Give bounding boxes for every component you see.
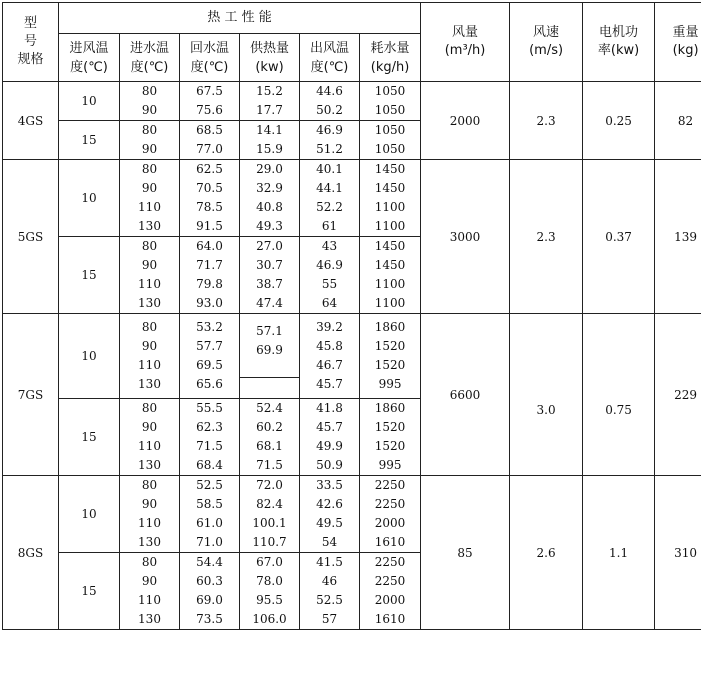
heat-output-cell-value: 52.4 (256, 401, 283, 415)
water-return-cell-value: 71.0 (196, 535, 223, 549)
water-use-cell-value: 1100 (374, 296, 406, 310)
power-cell: 0.37 (583, 160, 655, 314)
water-in-cell (120, 237, 180, 314)
water-use-cell-value: 1050 (374, 103, 406, 117)
water-return-cell-value: 60.3 (196, 574, 223, 588)
water-use-cell-value: 1100 (374, 277, 406, 291)
water-return-cell-value: 52.5 (196, 478, 223, 492)
water-use-cell (360, 237, 421, 314)
water-use-cell-value: 1860 (374, 401, 406, 415)
airflow-cell: 6600 (421, 314, 510, 476)
water-return-cell-value: 65.6 (196, 377, 223, 391)
air-out-cell-value: 46.9 (316, 258, 343, 272)
air-out-cell-value: 52.5 (316, 593, 343, 607)
header-weight (655, 3, 701, 82)
header-heat-output (240, 34, 300, 82)
heat-output-cell-value: 29.0 (256, 162, 283, 176)
water-in-cell-value: 80 (141, 84, 158, 98)
header-model-line1: 型 (23, 16, 37, 31)
header-water-return (180, 34, 240, 82)
model-cell: 7GS (3, 314, 59, 476)
weight-cell: 229 (655, 314, 701, 476)
water-in-cell-value: 80 (141, 320, 158, 334)
air-out-cell-value: 40.1 (316, 162, 343, 176)
heat-output-cell-value: 110.7 (252, 535, 287, 549)
water-return-cell (180, 160, 240, 237)
air-out-cell-value: 33.5 (316, 478, 343, 492)
water-return-cell-value: 69.0 (196, 593, 223, 607)
heat-output-cell-value: 49.3 (256, 219, 283, 233)
header-speed-label: 风速 (533, 25, 560, 40)
water-return-cell-value: 67.5 (196, 84, 223, 98)
air-out-cell-value: 49.5 (316, 516, 343, 530)
power-cell: 0.75 (583, 314, 655, 476)
heat-output-cell-value: 17.7 (256, 103, 283, 117)
weight-cell: 310 (655, 476, 701, 630)
weight-cell: 82 (655, 82, 701, 160)
air-in-cell: 10 (59, 82, 120, 121)
header-water-return-line: 回水温 (189, 40, 229, 56)
speed-cell: 2.3 (510, 160, 583, 314)
heat-output-cell-value: 68.1 (256, 439, 283, 453)
water-return-cell-value: 54.4 (196, 555, 223, 569)
speed-cell: 2.3 (510, 82, 583, 160)
air-out-cell-value: 52.2 (316, 200, 343, 214)
header-water-in-line: 进水温 (129, 40, 169, 56)
heat-output-cell-value: 30.7 (256, 258, 283, 272)
water-use-cell-value: 1450 (374, 239, 406, 253)
heat-output-cell (240, 82, 300, 121)
water-use-cell-value: 1450 (374, 162, 406, 176)
heat-output-cell-value: 106.0 (252, 612, 287, 626)
air-out-cell-value: 46 (321, 574, 338, 588)
heat-output-cell-value: 69.9 (256, 343, 283, 357)
water-in-cell-value: 90 (141, 574, 158, 588)
air-out-cell-value: 64 (321, 296, 338, 310)
water-use-cell-value: 1610 (374, 535, 406, 549)
water-return-cell (180, 314, 240, 399)
header-water-use-line: 耗水量 (370, 40, 410, 56)
header-power-label: 电机功 (599, 25, 639, 40)
air-out-cell (300, 476, 360, 553)
air-out-cell (300, 121, 360, 160)
heat-output-cell-value: 57.1 (256, 324, 283, 338)
water-return-cell-value: 68.4 (196, 458, 223, 472)
header-airflow-unit: (m³/h) (444, 43, 486, 58)
air-in-cell: 15 (59, 121, 120, 160)
header-air-out-line: 出风温 (309, 40, 349, 56)
water-use-cell-value: 1450 (374, 181, 406, 195)
water-return-cell-value: 58.5 (196, 497, 223, 511)
heat-output-cell (240, 553, 300, 630)
table-row (3, 82, 701, 121)
water-in-cell-value: 110 (138, 277, 161, 291)
heat-output-cell-value: 14.1 (256, 123, 283, 137)
header-thermal: 热 工 性 能 (59, 3, 421, 34)
water-use-cell-value: 1860 (374, 320, 406, 334)
header-power-unit: 率(kw) (597, 43, 640, 58)
heat-output-cell-value: 72.0 (256, 478, 283, 492)
air-out-cell-value: 50.9 (316, 458, 343, 472)
speed-cell: 3.0 (510, 314, 583, 476)
air-in-cell: 15 (59, 237, 120, 314)
header-heat-output-line: 供热量 (249, 40, 289, 56)
water-return-cell (180, 121, 240, 160)
water-use-cell-value: 1520 (374, 420, 406, 434)
header-air-out-line: 度(℃) (310, 59, 349, 75)
water-use-cell (360, 399, 421, 476)
header-water-use-line: (kg/h) (370, 59, 410, 75)
header-power (583, 3, 655, 82)
water-use-cell (360, 121, 421, 160)
air-out-cell (300, 160, 360, 237)
header-water-in-line: 度(℃) (130, 59, 169, 75)
water-in-cell-value: 80 (141, 555, 158, 569)
water-in-cell-value: 90 (141, 497, 158, 511)
water-use-cell-value: 995 (378, 377, 402, 391)
water-in-cell-value: 90 (141, 142, 158, 156)
heat-output-cell-value: 78.0 (256, 574, 283, 588)
water-return-cell-value: 93.0 (196, 296, 223, 310)
water-use-cell-value: 1520 (374, 358, 406, 372)
water-in-cell (120, 553, 180, 630)
water-return-cell-value: 71.7 (196, 258, 223, 272)
water-in-cell (120, 121, 180, 160)
water-return-cell-value: 62.5 (196, 162, 223, 176)
header-water-in (120, 34, 180, 82)
header-air-in-line: 进风温 (69, 40, 109, 56)
table-row (3, 160, 701, 237)
water-return-cell-value: 75.6 (196, 103, 223, 117)
air-out-cell-value: 50.2 (316, 103, 343, 117)
heat-output-cell-value: 60.2 (256, 420, 283, 434)
header-water-return-line: 度(℃) (190, 59, 229, 75)
air-in-cell: 10 (59, 476, 120, 553)
water-in-cell-value: 130 (138, 377, 161, 391)
airflow-cell: 2000 (421, 82, 510, 160)
air-in-cell: 10 (59, 314, 120, 399)
heat-output-cell-value: 15.9 (256, 142, 283, 156)
water-in-cell-value: 90 (141, 339, 158, 353)
air-out-cell-value: 45.7 (316, 420, 343, 434)
water-use-cell-value: 2000 (374, 516, 406, 530)
water-in-cell-value: 110 (138, 516, 161, 530)
water-in-cell (120, 314, 180, 399)
water-return-cell-value: 78.5 (196, 200, 223, 214)
water-in-cell-value: 90 (141, 181, 158, 195)
water-in-cell-value: 80 (141, 123, 158, 137)
water-return-cell (180, 553, 240, 630)
water-in-cell (120, 160, 180, 237)
air-out-cell-value: 61 (321, 219, 338, 233)
heat-output-cell-value: 40.8 (256, 200, 283, 214)
water-in-cell-value: 130 (138, 458, 161, 472)
water-in-cell-value: 110 (138, 358, 161, 372)
water-use-cell (360, 476, 421, 553)
water-in-cell-value: 130 (138, 296, 161, 310)
table-row (3, 476, 701, 553)
header-speed (510, 3, 583, 82)
header-airflow-label: 风量 (452, 25, 479, 40)
water-use-cell-value: 1100 (374, 219, 406, 233)
header-model (3, 3, 59, 82)
air-out-cell-value: 54 (321, 535, 338, 549)
water-in-cell-value: 110 (138, 200, 161, 214)
water-return-cell (180, 476, 240, 553)
water-in-cell-value: 90 (141, 420, 158, 434)
air-out-cell-value: 55 (321, 277, 338, 291)
air-out-cell-value: 49.9 (316, 439, 343, 453)
water-use-cell-value: 2250 (374, 555, 406, 569)
heat-output-cell (240, 237, 300, 314)
header-air-out (300, 34, 360, 82)
empty-heat-cell (240, 378, 300, 399)
air-out-cell (300, 553, 360, 630)
heat-output-cell-value: 32.9 (256, 181, 283, 195)
water-use-cell (360, 160, 421, 237)
air-out-cell-value: 41.5 (316, 555, 343, 569)
table-row (3, 314, 701, 378)
water-return-cell-value: 73.5 (196, 612, 223, 626)
water-in-cell (120, 82, 180, 121)
water-use-cell-value: 1050 (374, 123, 406, 137)
header-air-in-line: 度(℃) (70, 59, 108, 75)
heat-output-cell-value: 71.5 (256, 458, 283, 472)
heat-output-cell-value: 100.1 (252, 516, 287, 530)
water-return-cell-value: 69.5 (196, 358, 223, 372)
water-in-cell-value: 80 (141, 162, 158, 176)
water-return-cell-value: 53.2 (196, 320, 223, 334)
power-cell: 1.1 (583, 476, 655, 630)
heat-output-cell-value: 27.0 (256, 239, 283, 253)
air-in-cell: 15 (59, 399, 120, 476)
water-return-cell-value: 70.5 (196, 181, 223, 195)
water-return-cell (180, 82, 240, 121)
water-in-cell-value: 90 (141, 258, 158, 272)
heat-output-cell-value: 15.2 (256, 84, 283, 98)
header-air-in (59, 34, 120, 82)
water-return-cell-value: 68.5 (196, 123, 223, 137)
air-out-cell (300, 237, 360, 314)
air-out-cell-value: 51.2 (316, 142, 343, 156)
water-return-cell-value: 91.5 (196, 219, 223, 233)
water-in-cell-value: 110 (138, 593, 161, 607)
air-out-cell-value: 46.9 (316, 123, 343, 137)
air-out-cell-value: 45.7 (316, 377, 343, 391)
header-heat-output-line: (kw) (255, 59, 284, 75)
water-use-cell-value: 2250 (374, 478, 406, 492)
water-return-cell-value: 71.5 (196, 439, 223, 453)
water-use-cell-value: 2250 (374, 574, 406, 588)
heat-output-cell (240, 476, 300, 553)
water-in-cell-value: 110 (138, 439, 161, 453)
model-cell: 4GS (3, 82, 59, 160)
water-in-cell (120, 399, 180, 476)
heat-output-cell-value: 38.7 (256, 277, 283, 291)
water-use-cell-value: 2000 (374, 593, 406, 607)
water-use-cell-value: 1050 (374, 84, 406, 98)
water-use-cell-value: 1520 (374, 339, 406, 353)
heat-output-cell (240, 314, 300, 378)
water-return-cell-value: 57.7 (196, 339, 223, 353)
water-use-cell-value: 1450 (374, 258, 406, 272)
heat-output-cell (240, 160, 300, 237)
air-out-cell-value: 46.7 (316, 358, 343, 372)
model-cell: 5GS (3, 160, 59, 314)
weight-cell: 139 (655, 160, 701, 314)
water-use-cell-value: 1050 (374, 142, 406, 156)
water-in-cell-value: 80 (141, 401, 158, 415)
speed-cell: 2.6 (510, 476, 583, 630)
air-out-cell-value: 43 (321, 239, 338, 253)
water-return-cell-value: 61.0 (196, 516, 223, 530)
air-out-cell (300, 314, 360, 399)
header-weight-label: 重量 (672, 25, 699, 40)
water-return-cell-value: 64.0 (196, 239, 223, 253)
water-in-cell-value: 80 (141, 239, 158, 253)
water-return-cell-value: 77.0 (196, 142, 223, 156)
heat-output-cell-value: 67.0 (256, 555, 283, 569)
header-model-line3: 规格 (17, 52, 44, 67)
header-airflow (421, 3, 510, 82)
header-weight-unit: (kg) (672, 43, 699, 58)
water-in-cell-value: 130 (138, 219, 161, 233)
water-return-cell (180, 399, 240, 476)
heat-output-cell (240, 399, 300, 476)
header-speed-unit: (m/s) (529, 43, 564, 58)
airflow-cell: 3000 (421, 160, 510, 314)
spec-table (2, 2, 701, 630)
water-in-cell-value: 130 (138, 535, 161, 549)
air-out-cell-value: 41.8 (316, 401, 343, 415)
heat-output-cell (240, 121, 300, 160)
header-model-line2: 号 (23, 34, 37, 49)
water-use-cell-value: 995 (378, 458, 402, 472)
water-use-cell (360, 553, 421, 630)
heat-output-cell-value: 95.5 (256, 593, 283, 607)
airflow-cell: 85 (421, 476, 510, 630)
air-out-cell-value: 44.1 (316, 181, 343, 195)
air-out-cell-value: 39.2 (316, 320, 343, 334)
air-in-cell: 15 (59, 553, 120, 630)
water-return-cell-value: 79.8 (196, 277, 223, 291)
air-out-cell-value: 42.6 (316, 497, 343, 511)
header-water-use (360, 34, 421, 82)
water-in-cell-value: 80 (141, 478, 158, 492)
water-in-cell-value: 90 (141, 103, 158, 117)
air-out-cell-value: 44.6 (316, 84, 343, 98)
water-in-cell (120, 476, 180, 553)
water-use-cell-value: 2250 (374, 497, 406, 511)
water-return-cell-value: 55.5 (196, 401, 223, 415)
air-out-cell-value: 57 (321, 612, 338, 626)
heat-output-cell-value: 82.4 (256, 497, 283, 511)
water-in-cell-value: 130 (138, 612, 161, 626)
air-out-cell (300, 399, 360, 476)
model-cell: 8GS (3, 476, 59, 630)
water-use-cell (360, 82, 421, 121)
heat-output-cell-value: 47.4 (256, 296, 283, 310)
water-return-cell (180, 237, 240, 314)
water-use-cell-value: 1520 (374, 439, 406, 453)
air-out-cell (300, 82, 360, 121)
water-return-cell-value: 62.3 (196, 420, 223, 434)
power-cell: 0.25 (583, 82, 655, 160)
water-use-cell (360, 314, 421, 399)
air-in-cell: 10 (59, 160, 120, 237)
water-use-cell-value: 1100 (374, 200, 406, 214)
water-use-cell-value: 1610 (374, 612, 406, 626)
air-out-cell-value: 45.8 (316, 339, 343, 353)
